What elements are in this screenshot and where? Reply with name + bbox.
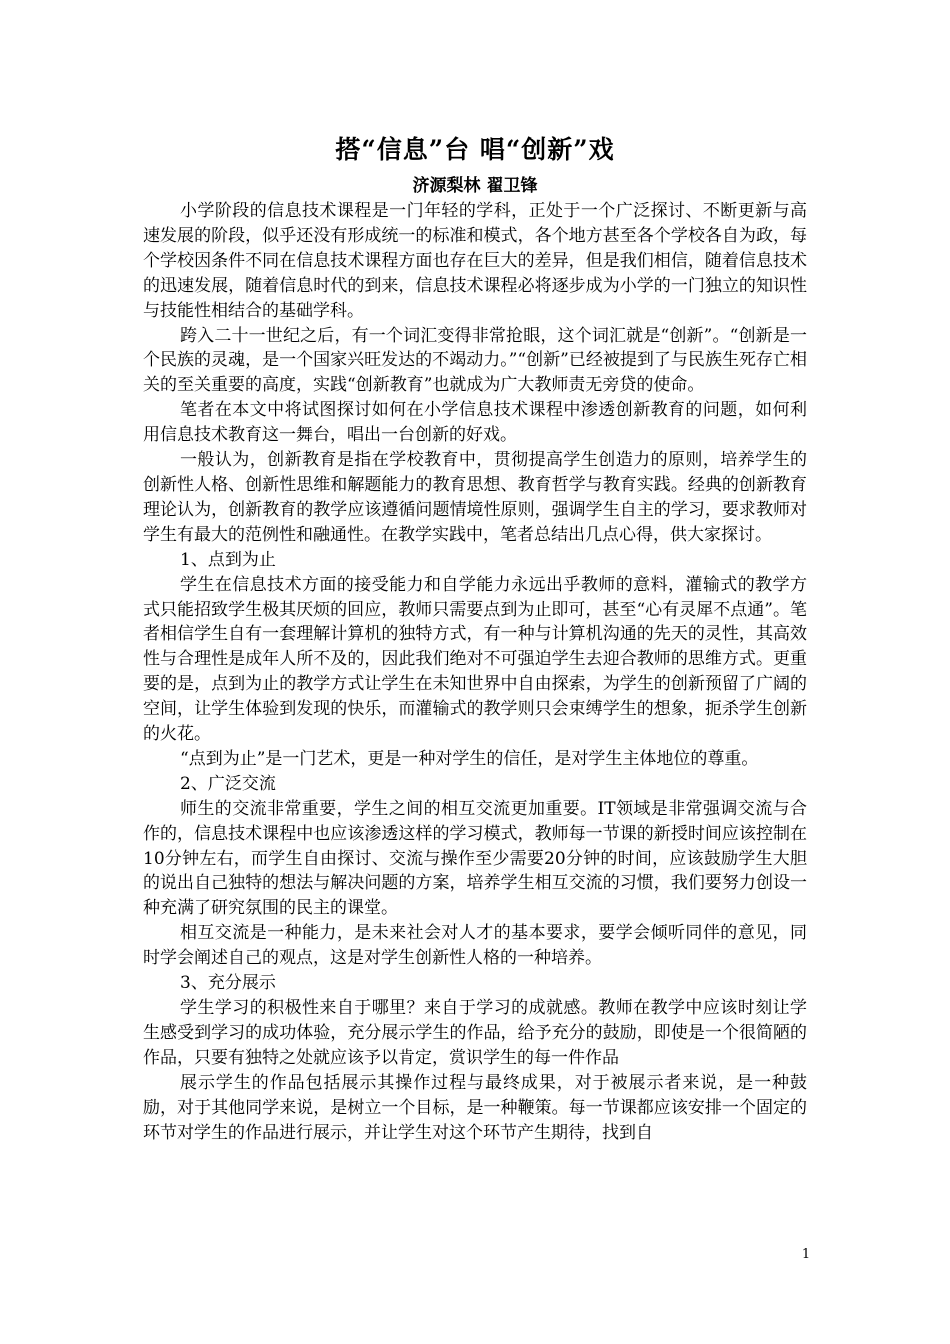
paragraph: “点到为止”是一门艺术，更是一种对学生的信任，是对学生主体地位的尊重。 (180, 748, 759, 769)
paragraph: 一般认为，创新教育是指在学校教育中，贯彻提高学生创造力的原则，培养学生的创新性人格、创新性思维和解题能力的教育思想、教育哲学与教育实践。经典的创新教育理论认为，创新教育的教学应该遵循问题情境性原则，强调学生自主的学习，要求教师对学生有最大的范例性和融通性。在教学实践中，笔者总结出几点心得，供大家探讨。 (143, 450, 807, 545)
paragraph: 展示学生的作品包括展示其操作过程与最终成果，对于被展示者来说，是一种鼓励，对于其他同学来说，是树立一个目标，是一种鞭策。每一节课都应该安排一个固定的环节对学生的作品进行展示，并让学生对这个环节产生期待，找到自 (143, 1072, 807, 1143)
paragraph: 小学阶段的信息技术课程是一门年轻的学科，正处于一个广泛探讨、不断更新与高速发展的阶段，似乎还没有形成统一的标准和模式，各个地方甚至各个学校各自为政，每个学校因条件不同在信息技术课程方面也存在巨大的差异，但是我们相信，随着信息技术的迅速发展，随着信息时代的到来，信息技术课程必将逐步成为小学的一门独立的知识性与技能性相结合的基础学科。 (143, 201, 807, 321)
section-heading: 1、点到为止 (180, 549, 276, 570)
paragraph: 笔者在本文中将试图探讨如何在小学信息技术课程中渗透创新教育的问题，如何利用信息技术教育这一舞台，唱出一台创新的好戏。 (143, 400, 807, 446)
document-author: 济源梨林 翟卫锋 (412, 176, 538, 196)
paragraph: 学生在信息技术方面的接受能力和自学能力永远出乎教师的意料，灌输式的教学方式只能招致学生极其厌烦的回应，教师只需要点到为止即可，甚至“心有灵犀不点通”。笔者相信学生自有一套理解计算机的独特方式，有一种与计算机沟通的先天的灵性，其高效性与合理性是成年人所不及的，因此我们绝对不可强迫学生去迎合教师的思维方式。更重要的是，点到为止的教学方式让学生在未知世界中自由探索，为学生的创新预留了广阔的空间，让学生体验到发现的快乐，而灌输式的教学则只会束缚学生的想象，扼杀学生创新的火花。 (143, 574, 807, 745)
paragraph: 跨入二十一世纪之后，有一个词汇变得非常抢眼，这个词汇就是“创新”。“创新是一个民族的灵魂，是一个国家兴旺发达的不竭动力。”“创新”已经被提到了与民族生死存亡相关的至关重要的高度，实践“创新教育”也就成为广大教师责无旁贷的使命。 (143, 325, 807, 396)
document-body (143, 199, 807, 1145)
paragraph: 相互交流是一种能力，是未来社会对人才的基本要求，要学会倾听同伴的意见，同时学会阐述自己的观点，这是对学生创新性人格的一种培养。 (143, 923, 807, 969)
section-heading: 2、广泛交流 (180, 773, 276, 794)
document-title: 搭“信息”台 唱“创新”戏 (335, 135, 615, 164)
paragraph: 学生学习的积极性来自于哪里？来自于学习的成就感。教师在教学中应该时刻让学生感受到学习的成功体验，充分展示学生的作品，给予充分的鼓励，即使是一个很简陋的作品，只要有独特之处就应该予以肯定，赏识学生的每一件作品 (143, 998, 807, 1068)
paragraph: 师生的交流非常重要，学生之间的相互交流更加重要。IT领域是非常强调交流与合作的，信息技术课程中也应该渗透这样的学习模式，教师每一节课的新授时间应该控制在10分钟左右，而学生自由探讨、交流与操作至少需要20分钟的时间，应该鼓励学生大胆的说出自己独特的想法与解决问题的方案，培养学生相互交流的习惯，我们要努力创设一种充满了研究氛围的民主的课堂。 (143, 798, 807, 919)
page-number: 1 (801, 1247, 811, 1262)
section-heading: 3、充分展示 (180, 973, 276, 994)
